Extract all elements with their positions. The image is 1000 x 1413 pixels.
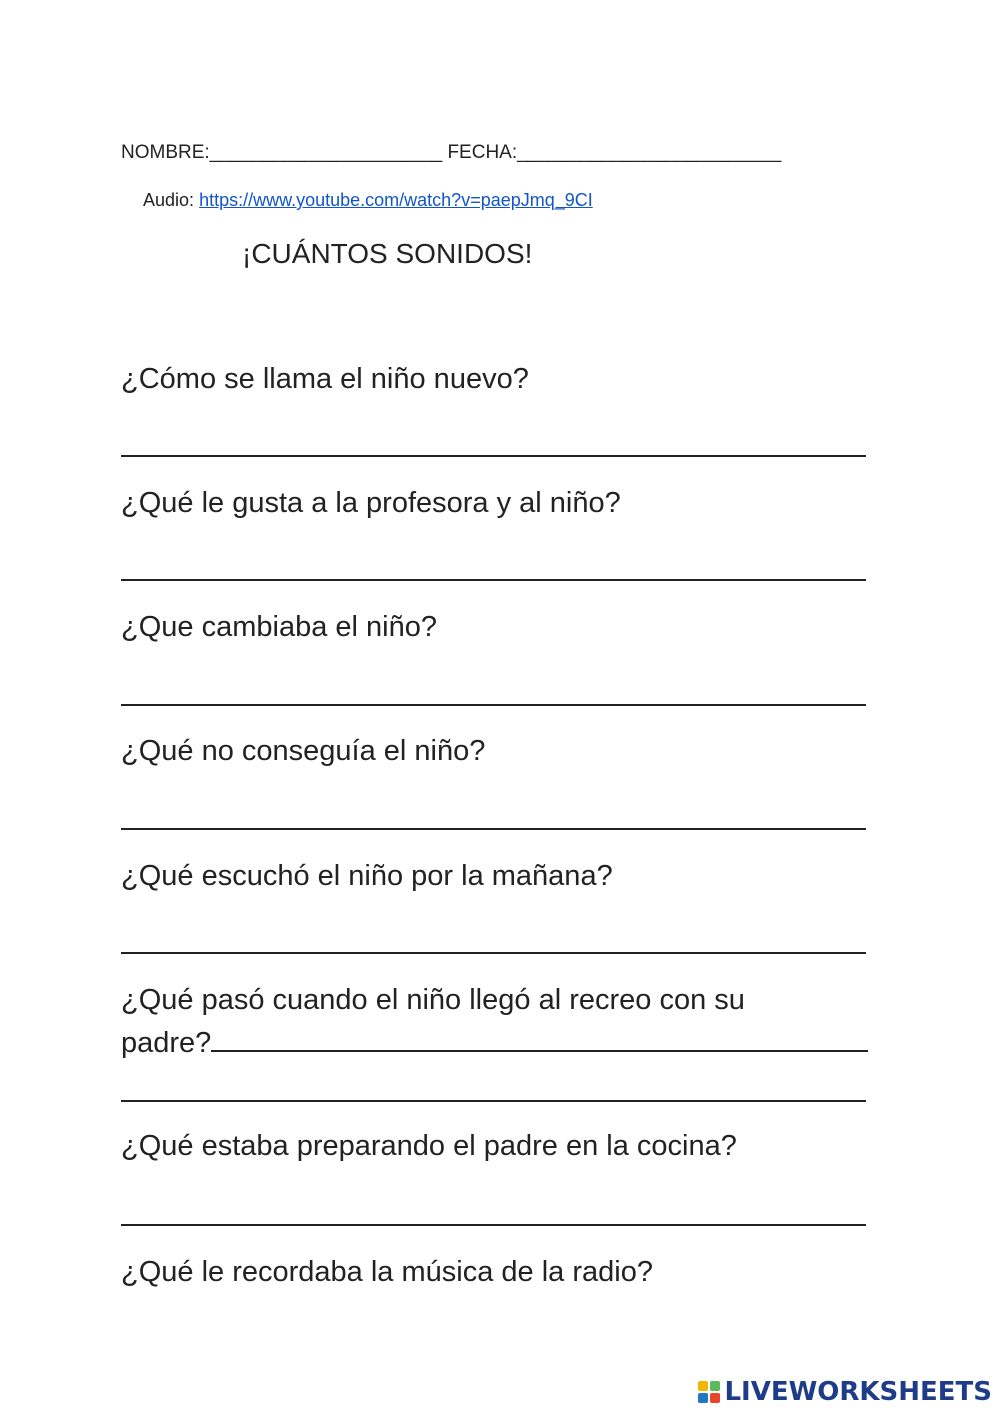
- question-3: ¿Que cambiaba el niño?: [121, 611, 437, 643]
- question-7: ¿Qué estaba preparando el padre en la cocina?: [121, 1130, 737, 1162]
- nombre-label: NOMBRE:______________________: [121, 142, 443, 163]
- logo-square-3: [698, 1393, 708, 1403]
- answer-line-1[interactable]: [121, 455, 866, 457]
- logo-mark-icon: [698, 1381, 720, 1403]
- answer-line-6[interactable]: [121, 1100, 866, 1102]
- logo-square-2: [710, 1381, 720, 1391]
- question-2: ¿Qué le gusta a la profesora y al niño?: [121, 487, 621, 519]
- worksheet-title: ¡CUÁNTOS SONIDOS!: [242, 238, 533, 269]
- answer-line-4[interactable]: [121, 828, 866, 830]
- question-8: ¿Qué le recordaba la música de la radio?: [121, 1256, 653, 1288]
- question-4: ¿Qué no conseguía el niño?: [121, 735, 486, 767]
- logo-text: LIVEWORKSHEETS: [724, 1377, 992, 1407]
- audio-label: Audio:: [143, 190, 195, 210]
- logo-square-4: [710, 1393, 720, 1403]
- question-1: ¿Cómo se llama el niño nuevo?: [121, 363, 529, 395]
- audio-link[interactable]: https://www.youtube.com/watch?v=paepJmq_9CI: [199, 190, 593, 210]
- answer-inline-6[interactable]: [211, 1049, 868, 1052]
- answer-line-2[interactable]: [121, 579, 866, 581]
- question-6: ¿Qué pasó cuando el niño llegó al recreo con su: [121, 984, 745, 1016]
- logo-square-1: [698, 1381, 708, 1391]
- answer-line-7[interactable]: [121, 1224, 866, 1226]
- answer-line-5[interactable]: [121, 952, 866, 954]
- question-6-continued: [121, 1025, 868, 1061]
- answer-line-3[interactable]: [121, 704, 866, 706]
- question-5: ¿Qué escuchó el niño por la mañana?: [121, 860, 613, 892]
- liveworksheets-logo: [698, 1377, 992, 1407]
- fecha-label: FECHA:_________________________: [447, 142, 782, 163]
- question-6-tail: padre?: [121, 1027, 212, 1059]
- name-date-line: [121, 141, 781, 165]
- audio-line: [143, 188, 593, 212]
